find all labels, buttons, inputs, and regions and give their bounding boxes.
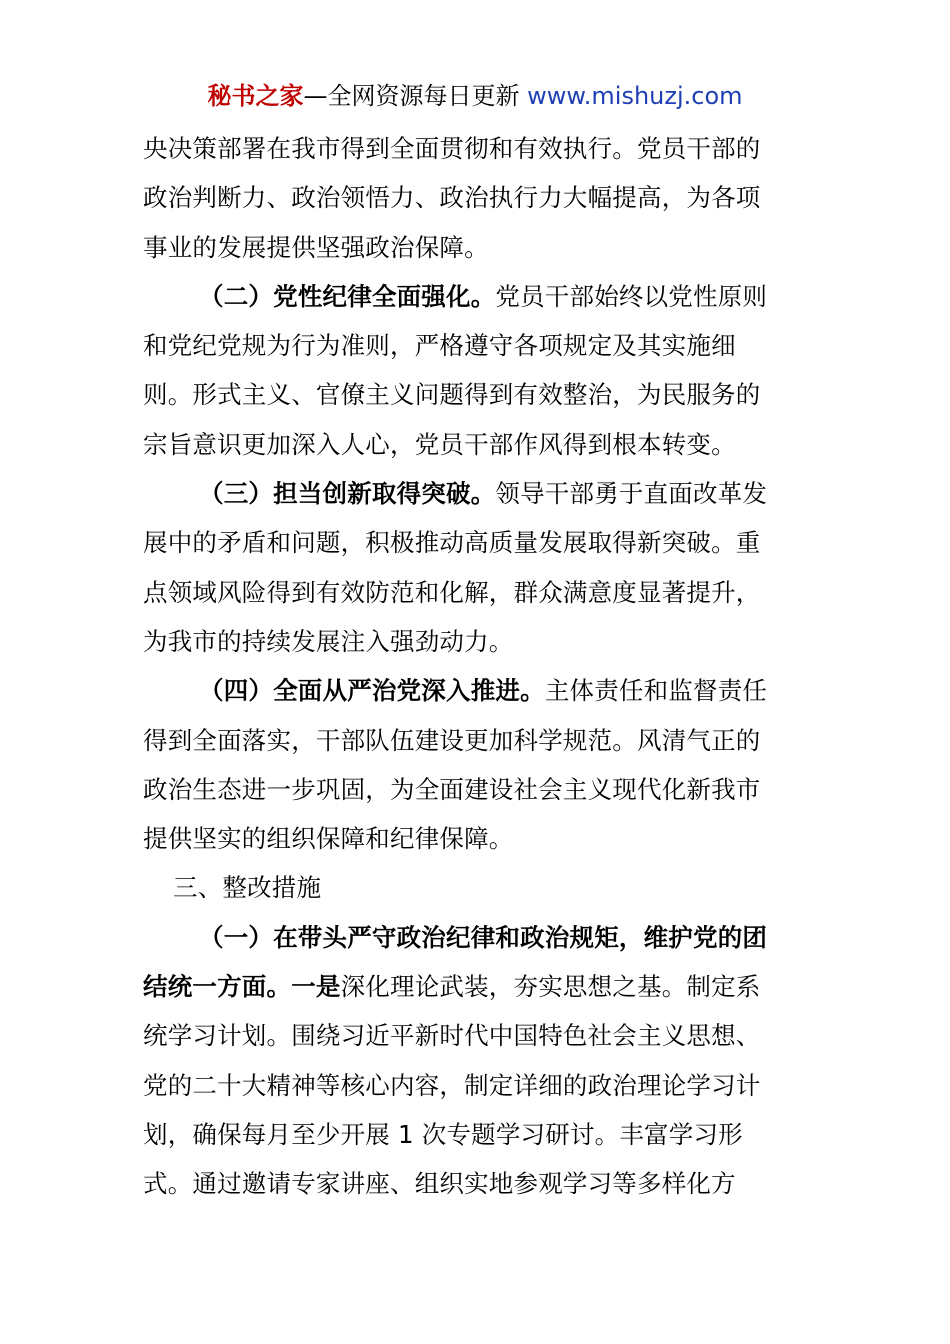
text-line — [143, 1159, 807, 1208]
text-segment: 划，确保每月至少开展 1 次专题学习研讨。丰富学习形 — [143, 1119, 743, 1149]
text-line — [143, 716, 807, 765]
text-segment: 为我市的持续发展注入强劲动力。 — [143, 626, 514, 656]
text-segment: 深化理论武装，夯实思想之基。制定系 — [340, 972, 761, 1002]
text-line — [143, 666, 807, 715]
text-line — [143, 223, 807, 272]
text-line — [143, 1061, 807, 1110]
text-line — [143, 124, 807, 173]
text-line — [143, 863, 807, 912]
text-segment: 事业的发展提供坚强政治保障。 — [143, 232, 489, 262]
text-segment: 统学习计划。围绕习近平新时代中国特色社会主义思想、 — [143, 1021, 761, 1051]
bold-text-segment: （一）在带头严守政治纪律和政治规矩，维护党的团 — [199, 922, 768, 952]
text-line — [143, 568, 807, 617]
text-segment: 政治生态进一步巩固，为全面建设社会主义现代化新我市 — [143, 774, 761, 804]
text-segment: 得到全面落实，干部队伍建设更加科学规范。风清气正的 — [143, 725, 761, 755]
site-header — [0, 80, 950, 112]
text-segment: 三、整改措施 — [173, 873, 322, 903]
bold-text-segment: 结统一方面。一是 — [143, 972, 341, 1002]
bold-text-segment: （二）党性纪律全面强化。 — [199, 281, 496, 311]
text-line — [143, 173, 807, 222]
text-line — [143, 962, 807, 1011]
text-line — [143, 321, 807, 370]
text-segment: 领导干部勇于直面改革发 — [495, 479, 768, 509]
text-line — [143, 469, 807, 518]
text-segment: 党员干部始终以党性原则 — [495, 281, 768, 311]
text-line — [143, 272, 807, 321]
text-line — [143, 420, 807, 469]
text-segment: 党的二十大精神等核心内容，制定详细的政治理论学习计 — [143, 1070, 761, 1100]
text-segment: 主体责任和监督责任 — [544, 676, 768, 706]
text-line — [143, 370, 807, 419]
text-line — [143, 518, 807, 567]
text-line — [143, 765, 807, 814]
text-segment: 提供坚实的组织保障和纪律保障。 — [143, 824, 514, 854]
text-segment: 式。通过邀请专家讲座、组织实地参观学习等多样化方 — [143, 1169, 736, 1199]
text-line — [143, 1011, 807, 1060]
text-segment: 宗旨意识更加深入人心，党员干部作风得到根本转变。 — [143, 429, 736, 459]
text-line — [143, 617, 807, 666]
text-line — [143, 913, 807, 962]
text-segment: 展中的矛盾和问题，积极推动高质量发展取得新突破。重 — [143, 528, 761, 558]
text-line — [143, 1110, 807, 1159]
text-segment: 点领域风险得到有效防范和化解，群众满意度显著提升， — [143, 577, 761, 607]
site-tagline: —全网资源每日更新 — [303, 82, 520, 110]
document-body — [143, 124, 807, 1209]
text-segment: 和党纪党规为行为准则，严格遵守各项规定及其实施细 — [143, 331, 736, 361]
text-segment: 则。形式主义、官僚主义问题得到有效整治，为民服务的 — [143, 380, 761, 410]
text-segment: 政治判断力、政治领悟力、政治执行力大幅提高，为各项 — [143, 183, 761, 213]
text-segment: 央决策部署在我市得到全面贯彻和有效执行。党员干部的 — [143, 134, 761, 163]
bold-text-segment: （四）全面从严治党深入推进。 — [199, 676, 545, 706]
bold-text-segment: （三）担当创新取得突破。 — [199, 479, 496, 509]
site-url-link[interactable]: www.mishuzj.com — [527, 82, 743, 110]
text-line — [143, 814, 807, 863]
site-brand: 秘书之家 — [207, 82, 304, 110]
